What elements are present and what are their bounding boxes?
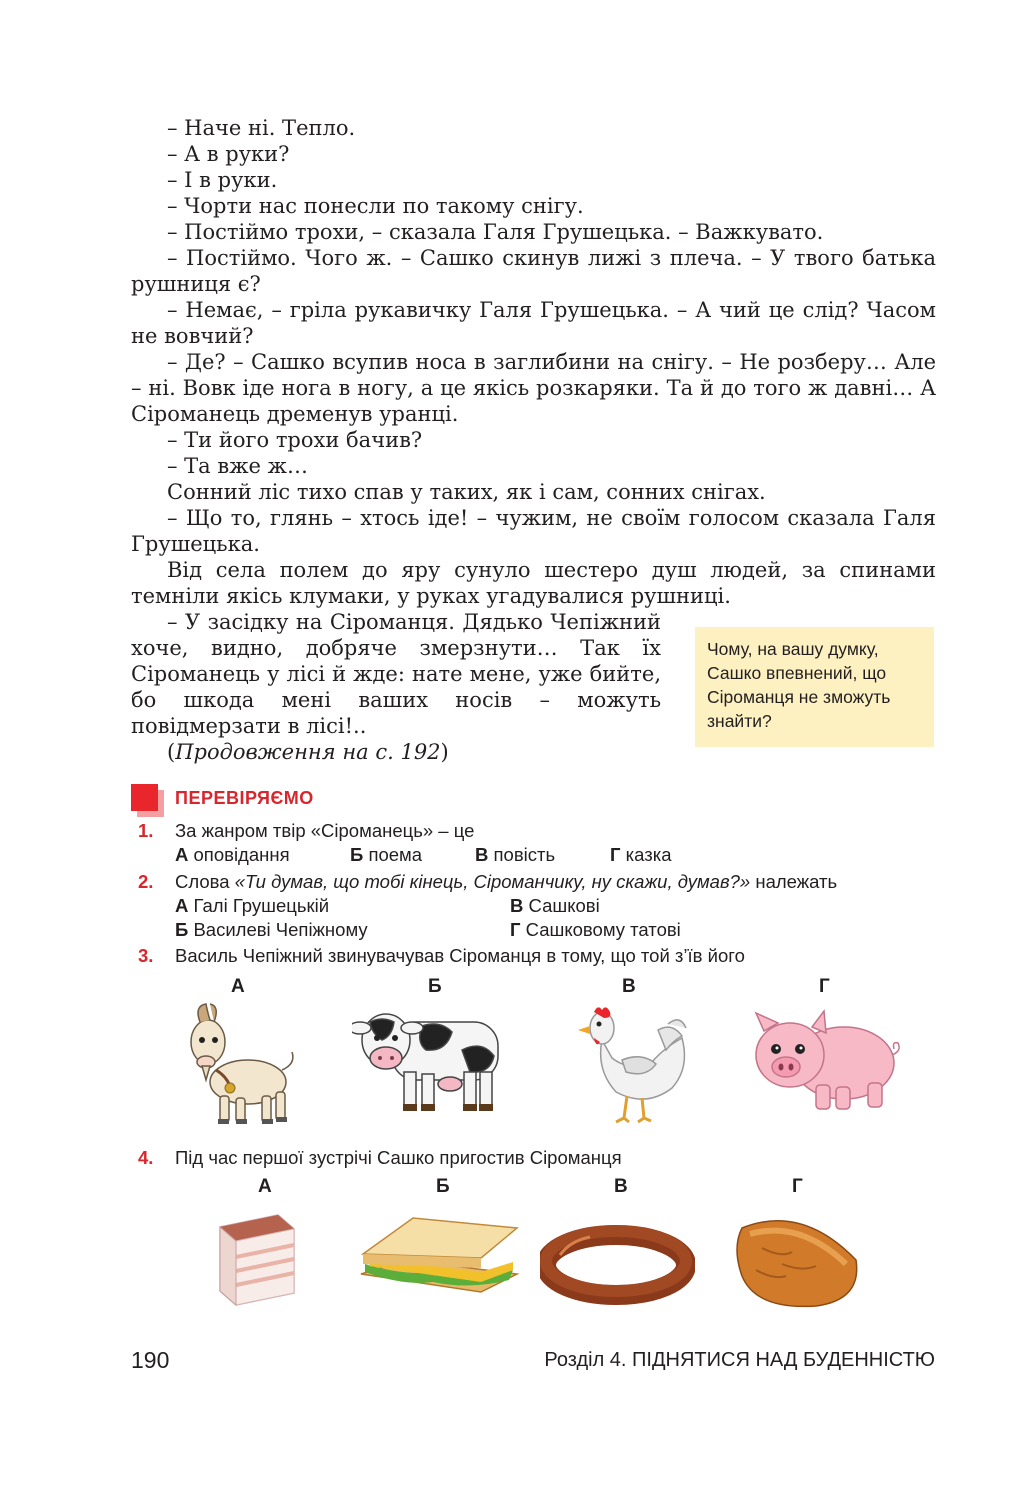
answer-option[interactable]: А Галі Грушецькій (175, 895, 330, 916)
chicken-image[interactable] (572, 1000, 697, 1125)
story-line: – Що то, глянь – хтось іде! – чужим, не своїм голосом сказала Галя Грушецька. (131, 506, 936, 556)
option-letter: Б (428, 976, 442, 997)
question-number: 4. (138, 1147, 154, 1168)
question-number: 3. (138, 945, 154, 966)
question-stem: За жанром твір «Сіроманець» – це (175, 820, 475, 841)
story-line: – Чорти нас понесли по такому снігу. (167, 194, 584, 218)
answer-option[interactable]: Г Сашковому татові (510, 919, 681, 940)
option-letter: А (231, 976, 245, 997)
section-title: ПЕРЕВІРЯЄМО (175, 788, 314, 808)
section-marker-icon (131, 784, 158, 811)
story-line: – У засідку на Сіроманця. Дядько Чепіжний хоче, видно, добряче змерзнути… Так їх Сіроманець у лісі й жде: нате мене, уже бийте, бо шкода мені ваших носів – можуть повідмерзати в лісі!.. (131, 610, 661, 738)
option-letter: В (614, 1176, 628, 1197)
question-4 (138, 1147, 938, 1173)
option-letter: А (258, 1176, 272, 1197)
pie-image[interactable] (732, 1208, 867, 1310)
sausage-ring-image[interactable] (540, 1225, 695, 1305)
answer-option[interactable]: Б Василеві Чепіжному (175, 919, 368, 940)
question-3 (138, 945, 938, 971)
option-letter: В (622, 976, 636, 997)
goat-image[interactable] (178, 1000, 298, 1130)
story-line: Сонний ліс тихо спав у таких, як і сам, сонних снігах. (167, 480, 766, 504)
question-stem: Слова «Ти думав, що тобі кінець, Сіроманчику, ну скажи, думав?» належать (175, 871, 838, 892)
salo-image[interactable] (212, 1205, 302, 1310)
sandwich-image[interactable] (355, 1212, 520, 1298)
answer-option[interactable]: Б поема (350, 844, 423, 865)
question-1 (138, 820, 938, 870)
question-stem: Василь Чепіжний звинувачував Сіроманця в тому, що той з’їв його (175, 945, 745, 966)
running-footer: Розділ 4. ПІДНЯТИСЯ НАД БУДЕННІСТЮ (544, 1349, 935, 1371)
story-line: – Немає, – гріла рукавичку Галя Грушецька. – А чий це слід? Часом не вовчий? (131, 298, 936, 348)
continuation-note: (Продовження на с. 192) (167, 740, 449, 764)
option-letter: Г (792, 1176, 803, 1197)
answer-option[interactable]: В повість (475, 844, 556, 865)
question-number: 1. (138, 820, 154, 841)
question-note-box: Чому, на вашу думку, Сашко впевнений, що Сіроманця не зможуть знайти? (695, 627, 934, 747)
story-line: – Ти його трохи бачив? (167, 428, 423, 452)
option-letter: Г (819, 976, 830, 997)
answer-option[interactable]: А оповідання (175, 844, 290, 865)
option-letter: Б (436, 1176, 450, 1197)
story-line: Від села полем до яру сунуло шестеро душ людей, за спинами темніли якісь клумаки, у руках угадувалися рушниці. (131, 558, 936, 608)
question-stem: Під час першої зустрічі Сашко пригостив Сіроманця (175, 1147, 622, 1168)
story-line: – Постіймо. Чого ж. – Сашко скинув лижі з плеча. – У твого батька рушниця є? (131, 246, 936, 296)
question-2 (138, 871, 938, 943)
story-line: – Наче ні. Тепло. (167, 116, 356, 140)
cow-image[interactable] (352, 1000, 507, 1118)
story-line: – А в руки? (167, 142, 290, 166)
story-line: – Де? – Сашко всупив носа в заглибини на снігу. – Не розберу… Але – ні. Вовк іде нога в ногу, а це якісь розкаряки. Та й до того ж давні… А Сіроманець дременув уранці. (131, 350, 936, 426)
story-line: – Постіймо трохи, – сказала Галя Грушецька. – Важкувато. (167, 220, 824, 244)
answer-option[interactable]: В Сашкові (510, 895, 600, 916)
story-line: – Та вже ж… (167, 454, 308, 478)
pig-image[interactable] (750, 1005, 902, 1117)
question-number: 2. (138, 871, 154, 892)
story-line: – І в руки. (167, 168, 278, 192)
page-number: 190 (131, 1347, 170, 1373)
answer-option[interactable]: Г казка (610, 844, 672, 865)
